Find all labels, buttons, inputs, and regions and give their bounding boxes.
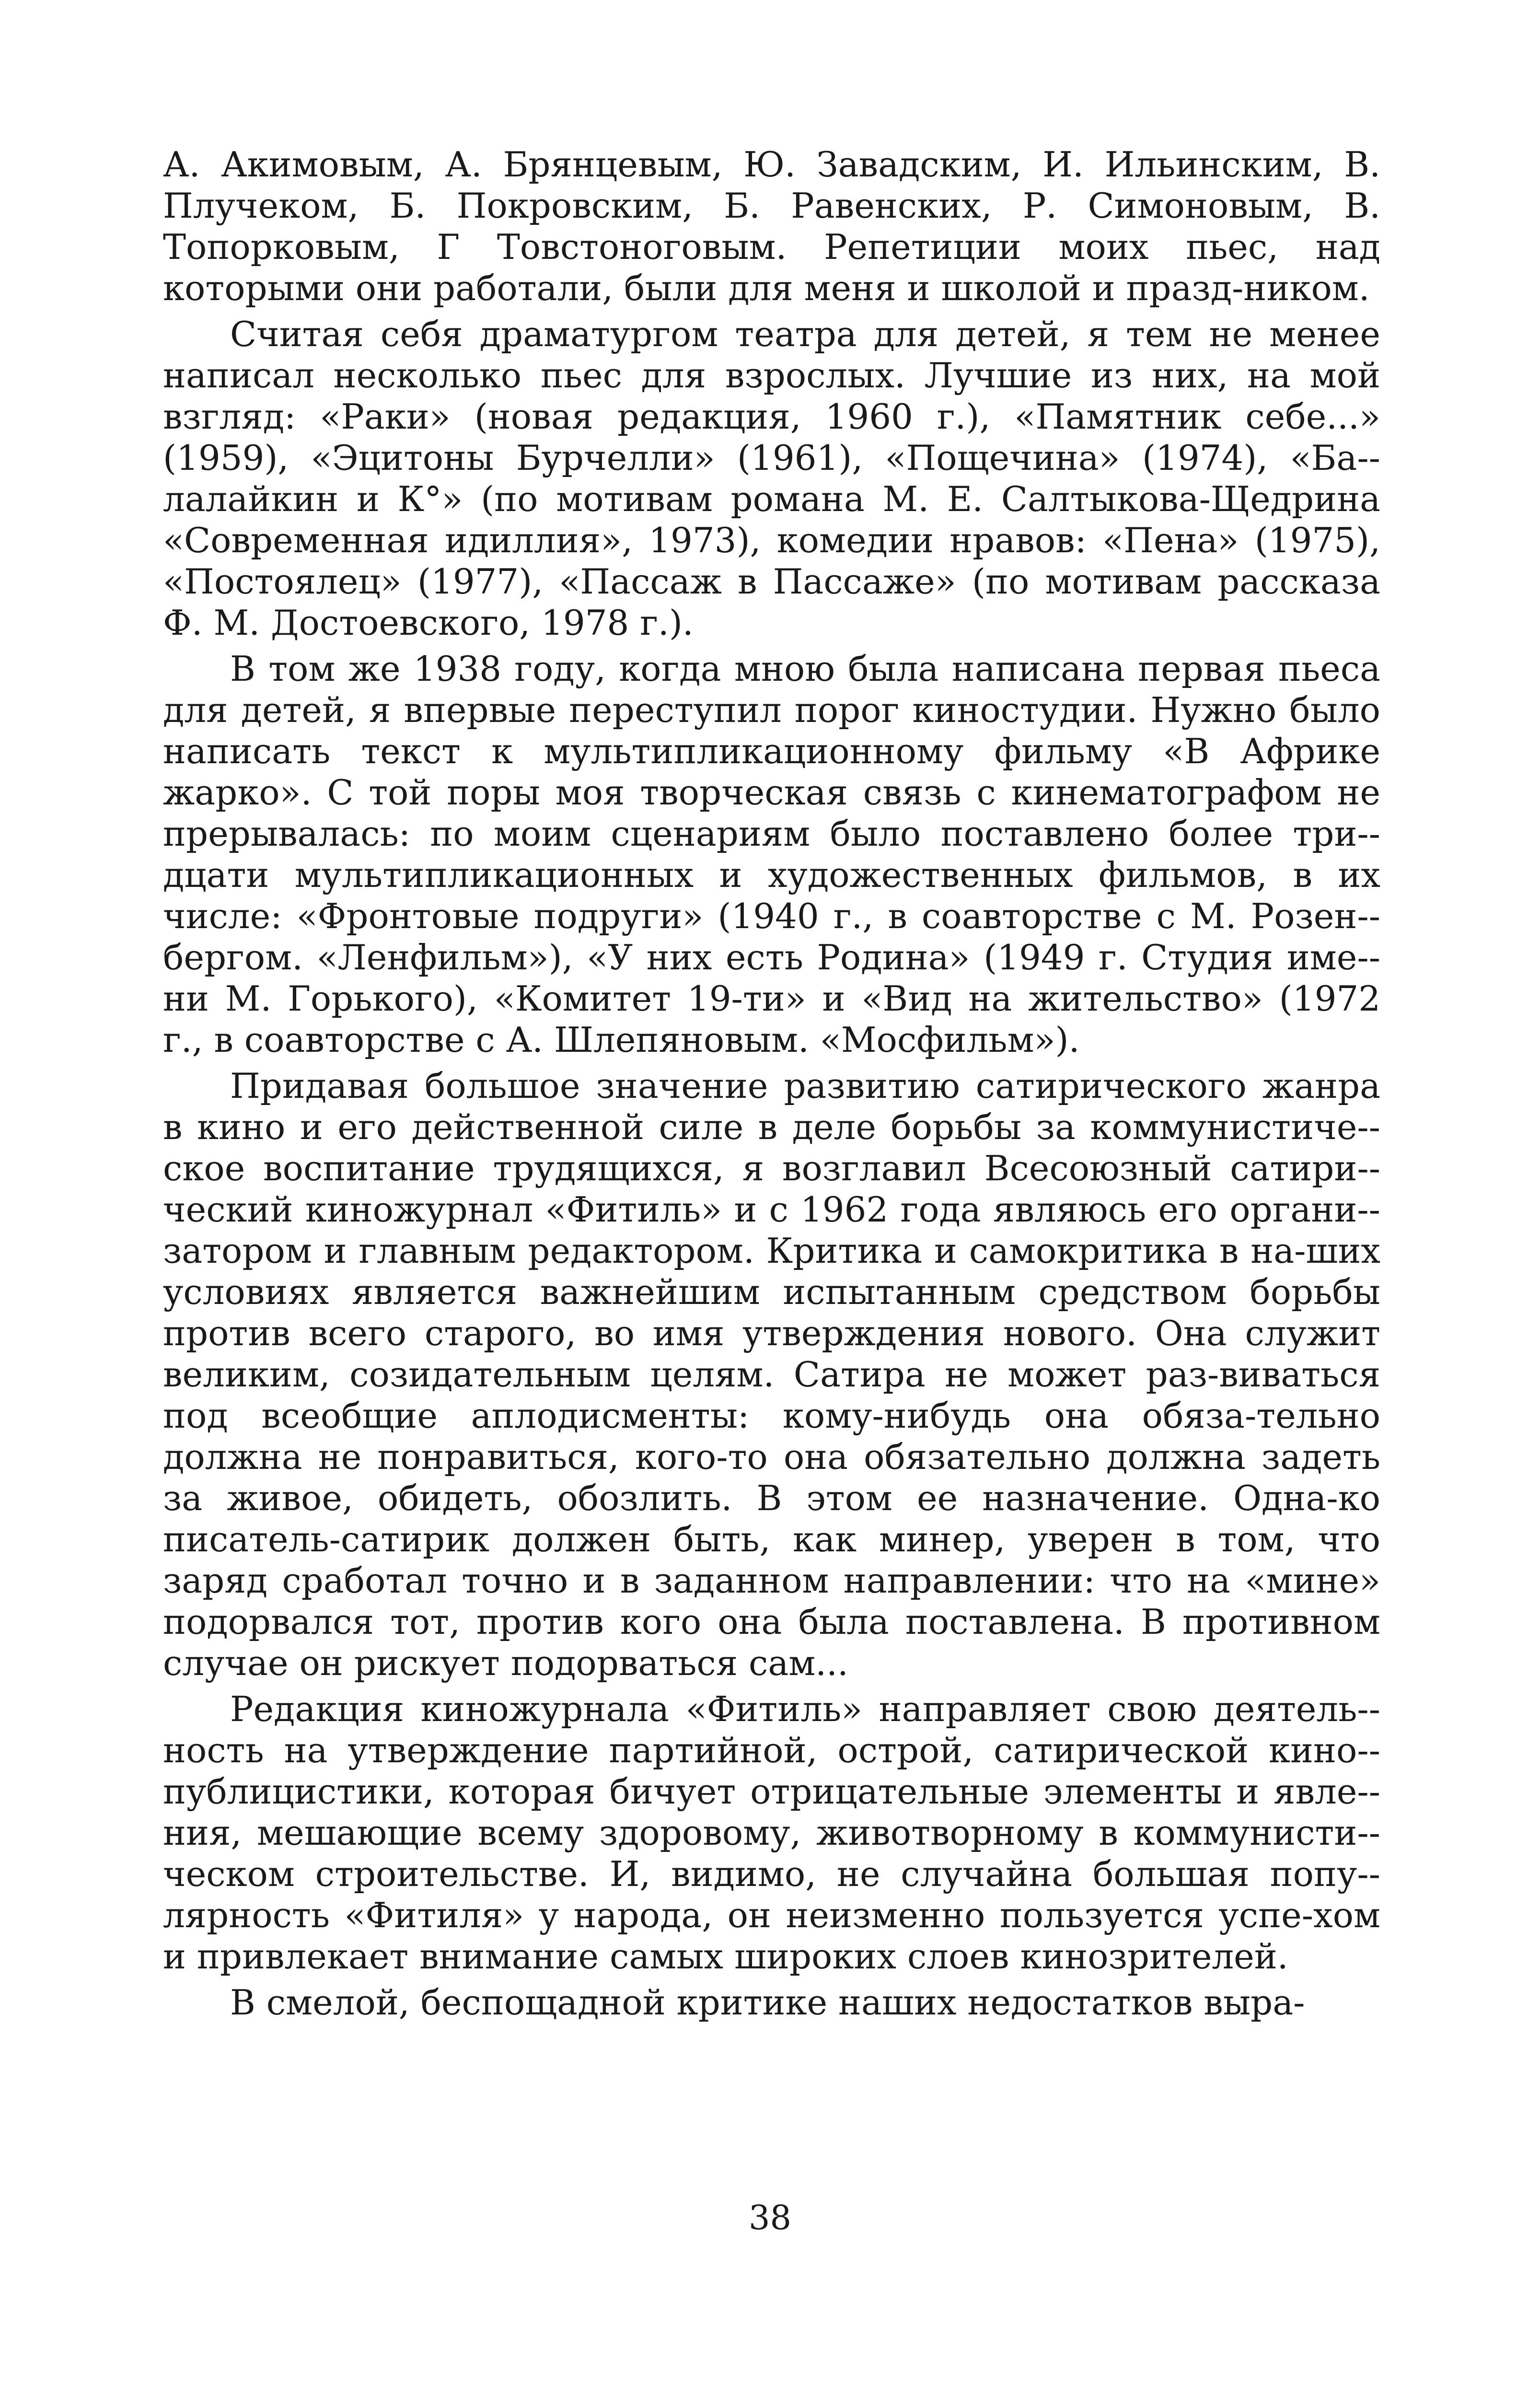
page-body — [163, 144, 1380, 2028]
paragraph-5: Редакция киножурнала «Фитиль» направляет свою деятель-ность на утверждение партийной, острой, сатирической кино-публицистики, которая бичует отрицательные элементы и явле-ния, мешающие всему здоровому, животворному в коммунисти-ческом строительстве. И, видимо, не случайна большая попу-лярность «Фитиля» у народа, он неизменно пользуется успе-хом и привлекает внимание самых широких слоев кинозрителей. — [163, 1689, 1380, 1977]
paragraph-1: А. Акимовым, А. Брянцевым, Ю. Завадским, И. Ильинским, В. Плучеком, Б. Покровским, Б. Равенских, Р. Симоновым, В. Топорковым, Г Товстоноговым. Репетиции моих пьес, над которыми они работали, были для меня и школой и празд-ником. — [163, 144, 1380, 308]
page-number: 38 — [748, 2198, 792, 2237]
paragraph-6: В смелой, беспощадной критике наших недостатков выра- — [230, 1982, 1305, 2023]
paragraph-4: Придавая большое значение развитию сатирического жанра в кино и его действенной силе в деле борьбы за коммунистиче-ское воспитание трудящихся, я возглавил Всесоюзный сатири-ческий киножурнал «Фитиль» и с 1962 года являюсь его органи-затором и главным редактором. Критика и самокритика в на-ших условиях является важнейшим испытанным средством борьбы против всего старого, во имя утверждения нового. Она служит великим, созидательным целям. Сатира не может раз-виваться под всеобщие аплодисменты: кому-нибудь она обяза-тельно должна не понравиться, кого-то она обязательно должна задеть за живое, обидеть, обозлить. В этом ее назначение. Одна-ко писатель-сатирик должен быть, как минер, уверен в том, что заряд сработал точно и в заданном направлении: что на «мине» подорвался тот, против кого она была поставлена. В противном случае он рискует подорваться сам... — [163, 1066, 1380, 1683]
paragraph-3: В том же 1938 году, когда мною была написана первая пьеса для детей, я впервые переступил порог киностудии. Нужно было написать текст к мультипликационному фильму «В Африке жарко». С той поры моя творческая связь с кинематографом не прерывалась: по моим сценариям было поставлено более три-дцати мультипликационных и художественных фильмов, в их числе: «Фронтовые подруги» (1940 г., в соавторстве с М. Розен-бергом. «Ленфильм»), «У них есть Родина» (1949 г. Студия име-ни М. Горького), «Комитет 19-ти» и «Вид на жительство» (1972 г., в соавторстве с А. Шлепяновым. «Мосфильм»). — [163, 649, 1380, 1060]
paragraph-2: Считая себя драматургом театра для детей, я тем не менее написал несколько пьес для взрослых. Лучшие из них, на мой взгляд: «Раки» (новая редакция, 1960 г.), «Памятник себе...» (1959), «Эцитоны Бурчелли» (1961), «Пощечина» (1974), «Ба-лалайкин и К°» (по мотивам романа М. Е. Салтыкова-Щедрина «Современная идиллия», 1973), комедии нравов: «Пена» (1975), «Постоялец» (1977), «Пассаж в Пассаже» (по мотивам рассказа Ф. М. Достоевского, 1978 г.). — [163, 314, 1380, 643]
